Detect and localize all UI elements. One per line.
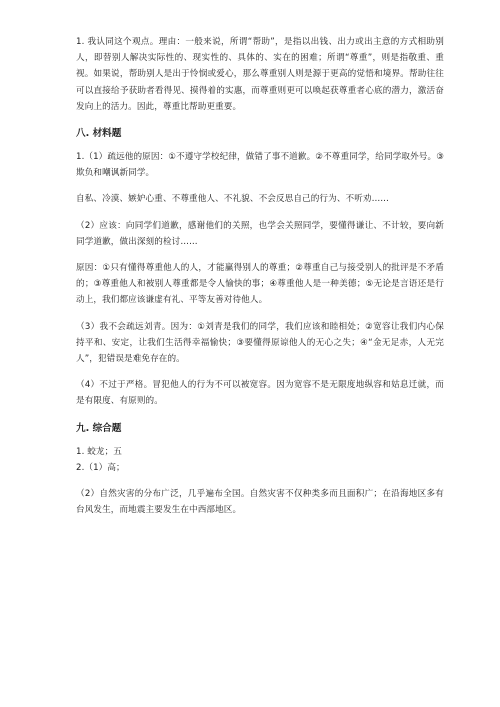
- comprehensive-answer-2: 2.（1）高；: [76, 462, 125, 473]
- comprehensive-answer-3: （2）自然灾害的分布广泛，几乎遍布全国。自然灾害不仅种类多而且面积广；在沿海地区多有台风发生，而地震主要发生在中西部地区。: [76, 489, 444, 516]
- section-heading-material: 八. 材料题: [76, 128, 122, 140]
- material-traits: 自私、冷漠、嫉妒心重、不尊重他人、不礼貌、不会反思自己的行为、不听劝……: [76, 194, 389, 205]
- material-answer-3: （3）我不会疏远刘青。因为：①刘青是我们的同学，我们应该和睦相处；②宽容让我们内心保持平和、安定，让我们生活得幸福愉快；③要懂得原谅他人的无心之失；④“金无足赤，人无完人”，犯错误是难免存在的。: [76, 321, 444, 365]
- material-reason: 原因：①只有懂得尊重他人的人，才能赢得别人的尊重；②尊重自己与接受别人的批评是不矛盾的；③尊重他人和被别人尊重都是令人愉快的事；④尊重他人是一种美德；⑤无论是言语还是行动上，我们都应该谦虚有礼、平等友善对待他人。: [76, 263, 444, 306]
- material-answer-4: （4）不过于严格。冒犯他人的行为不可以被宽容。因为宽容不是无限度地纵容和姑息迁就，而是有限度、有原则的。: [76, 380, 444, 407]
- section-heading-comprehensive: 九. 综合题: [76, 422, 122, 434]
- comprehensive-answer-1: 1. 蛟龙；五: [76, 446, 123, 457]
- material-answer-2: （2）应该：向同学们道歉，感谢他们的关照，也学会关照同学，要懂得谦让、不计较，要向新同学道歉，做出深刻的检讨……: [76, 220, 444, 247]
- material-answer-1: 1.（1）疏远他的原因：①不遵守学校纪律，做错了事不道歉。②不尊重同学，给同学取外号。③欺负和嘲讽新同学。: [76, 152, 444, 179]
- answer-paragraph: 1. 我认同这个观点。理由：一般来说，所谓“帮助”，是指以出钱、出力或出主意的方式相助别人，即替别人解决实际性的、现实性的、具体的、实在的困难；所谓“尊重”，则是指敬重、重视。如果说，帮助别人是出于怜悯或爱心，那么尊重别人则是源于更高的觉悟和境界。帮助往往可以直接给予获助者看得见、摸得着的实惠，而尊重则更可以唤起获尊重者心底的潜力，激活奋发向上的活力。因此，尊重比帮助更重要。: [76, 37, 444, 112]
